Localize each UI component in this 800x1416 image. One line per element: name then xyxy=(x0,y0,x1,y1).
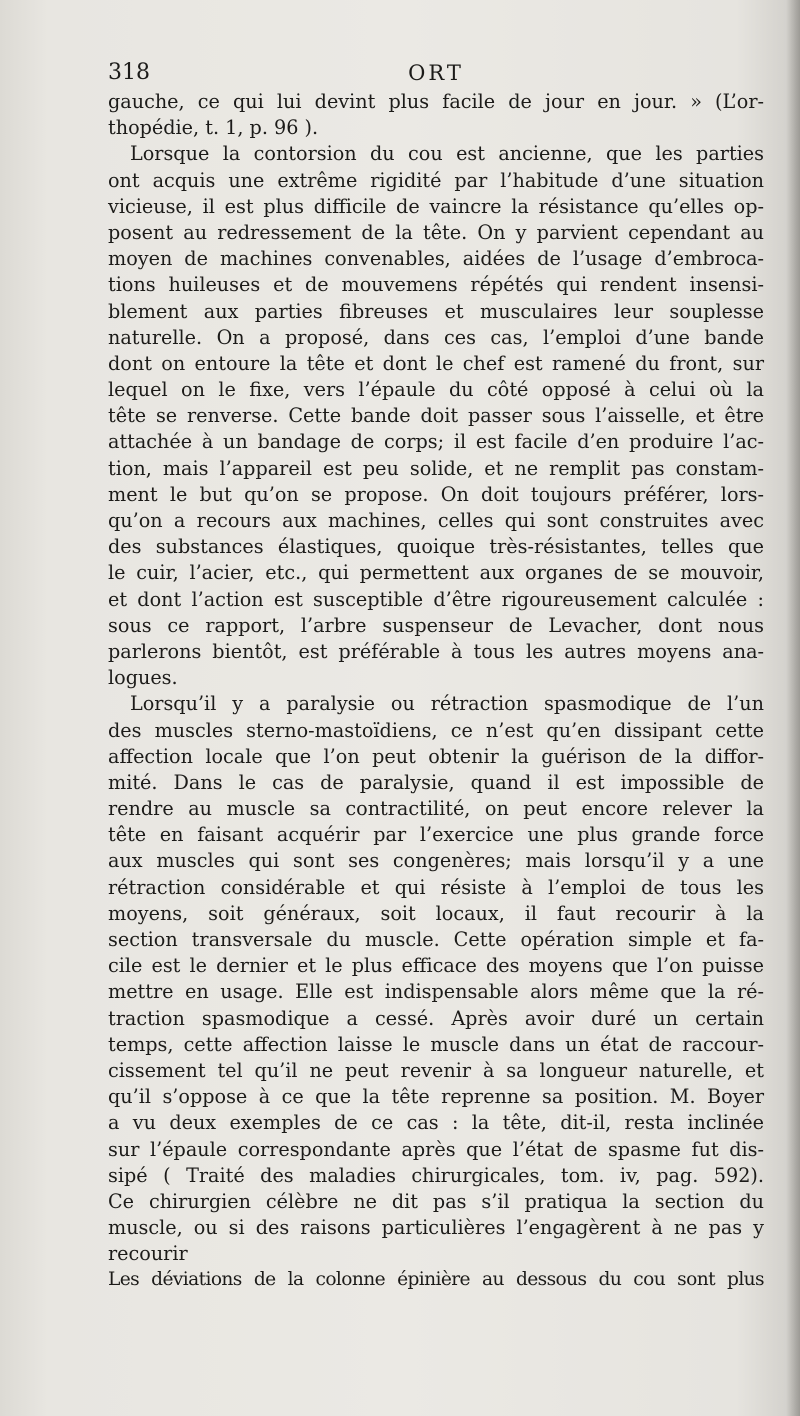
text-line: moyen de machines convenables, aidées de l’usage d’embroca- xyxy=(108,247,764,271)
text-line: qu’on a recours aux machines, celles qui sont construites avec xyxy=(108,509,764,532)
text-line: temps, cette affection laisse le muscle dans un état de raccour- xyxy=(108,1032,764,1056)
text-line: qu’il s’oppose à ce que la tête reprenne sa position. M. Boyer xyxy=(108,1085,764,1109)
text-line: logues. xyxy=(108,666,178,690)
text-line: dont on entoure la tête et dont le chef est ramené du front, sur xyxy=(108,351,764,375)
paragraph-start-line: Lorsqu’il y a paralysie ou rétraction spasmodique de l’un xyxy=(130,692,764,716)
text-line: traction spasmodique a cessé. Après avoir duré un certain xyxy=(108,1006,764,1030)
text-line: posent au redressement de la tête. On y parvient cependant au xyxy=(108,220,764,244)
text-line: section transversale du muscle. Cette opération simple et fa- xyxy=(108,928,764,951)
text-line: des substances élastiques, quoique très-résistantes, telles que xyxy=(108,535,764,559)
text-line: rétraction considérable et qui résiste à l’emploi de tous les xyxy=(108,875,764,899)
text-line: a vu deux exemples de ce cas : la tête, dit-il, resta inclinée xyxy=(108,1111,764,1135)
text-line: Les déviations de la colonne épinière au dessous du cou sont plus xyxy=(108,1269,764,1291)
text-line: mité. Dans le cas de paralysie, quand il est impossible de xyxy=(108,770,764,794)
text-line: gauche, ce qui lui devint plus facile de jour en jour. » (L’or- xyxy=(108,90,764,113)
paragraph-start-line: Lorsque la contorsion du cou est ancienne, que les parties xyxy=(130,142,764,166)
text-line: cissement tel qu’il ne peut revenir à sa longueur naturelle, et xyxy=(108,1058,764,1082)
text-line: sipé ( Traité des maladies chirurgicales, tom. iv, pag. 592). xyxy=(108,1163,764,1187)
page-header xyxy=(108,57,764,89)
text-line: et dont l’action est susceptible d’être rigoureusement calculée : xyxy=(108,587,764,611)
text-line: tion, mais l’appareil est peu solide, et ne remplit pas constam- xyxy=(108,456,764,480)
text-line: tête se renverse. Cette bande doit passer sous l’aisselle, et être xyxy=(108,404,764,428)
text-line: naturelle. On a proposé, dans ces cas, l’emploi d’une bande xyxy=(108,325,764,349)
text-line: thopédie, t. 1, p. 96 ). xyxy=(108,116,319,140)
text-line: muscle, ou si des raisons particulières l’engagèrent à ne pas y xyxy=(108,1216,764,1240)
text-line: des muscles sterno-mastoïdiens, ce n’est qu’en dissipant cette xyxy=(108,718,764,742)
text-line: sur l’épaule correspondante après que l’état de spasme fut dis- xyxy=(108,1137,764,1161)
text-line: blement aux parties fibreuses et musculaires leur souplesse xyxy=(108,299,764,323)
page-number: 318 xyxy=(108,60,150,85)
text-line: vicieuse, il est plus difficile de vaincre la résistance qu’elles op- xyxy=(108,194,764,218)
text-line: affection locale que l’on peut obtenir la guérison de la diffor- xyxy=(108,744,764,768)
text-line: sous ce rapport, l’arbre suspenseur de Levacher, dont nous xyxy=(108,613,764,637)
text-line: lequel on le fixe, vers l’épaule du côté opposé à celui où la xyxy=(108,378,764,402)
text-line: ment le but qu’on se propose. On doit toujours préférer, lors- xyxy=(108,482,764,506)
text-line: moyens, soit généraux, soit locaux, il faut recourir à la xyxy=(108,901,764,925)
text-line: parlerons bientôt, est préférable à tous les autres moyens ana- xyxy=(108,639,764,663)
text-line: ont acquis une extrême rigidité par l’habitude d’une situation xyxy=(108,168,764,192)
body-text xyxy=(108,89,764,1294)
text-line: tions huileuses et de mouvemens répétés qui rendent insensi- xyxy=(108,273,764,297)
text-line: le cuir, l’acier, etc., qui permettent aux organes de se mouvoir, xyxy=(108,561,764,585)
text-line: tête en faisant acquérir par l’exercice une plus grande force xyxy=(108,823,764,847)
text-line: mettre en usage. Elle est indispensable alors même que la ré- xyxy=(108,980,764,1004)
text-line: Ce chirurgien célèbre ne dit pas s’il pratiqua la section du xyxy=(108,1189,764,1213)
text-line: recourir xyxy=(108,1242,188,1266)
text-line: attachée à un bandage de corps; il est facile d’en produire l’ac- xyxy=(108,430,764,454)
running-head: ORT xyxy=(408,61,464,85)
text-line: cile est le dernier et le plus efficace des moyens que l’on puisse xyxy=(108,954,764,978)
text-line: aux muscles qui sont ses congenères; mais lorsqu’il y a une xyxy=(108,849,764,873)
page-gutter-shadow xyxy=(786,0,800,1416)
text-line: rendre au muscle sa contractilité, on peut encore relever la xyxy=(108,797,764,821)
